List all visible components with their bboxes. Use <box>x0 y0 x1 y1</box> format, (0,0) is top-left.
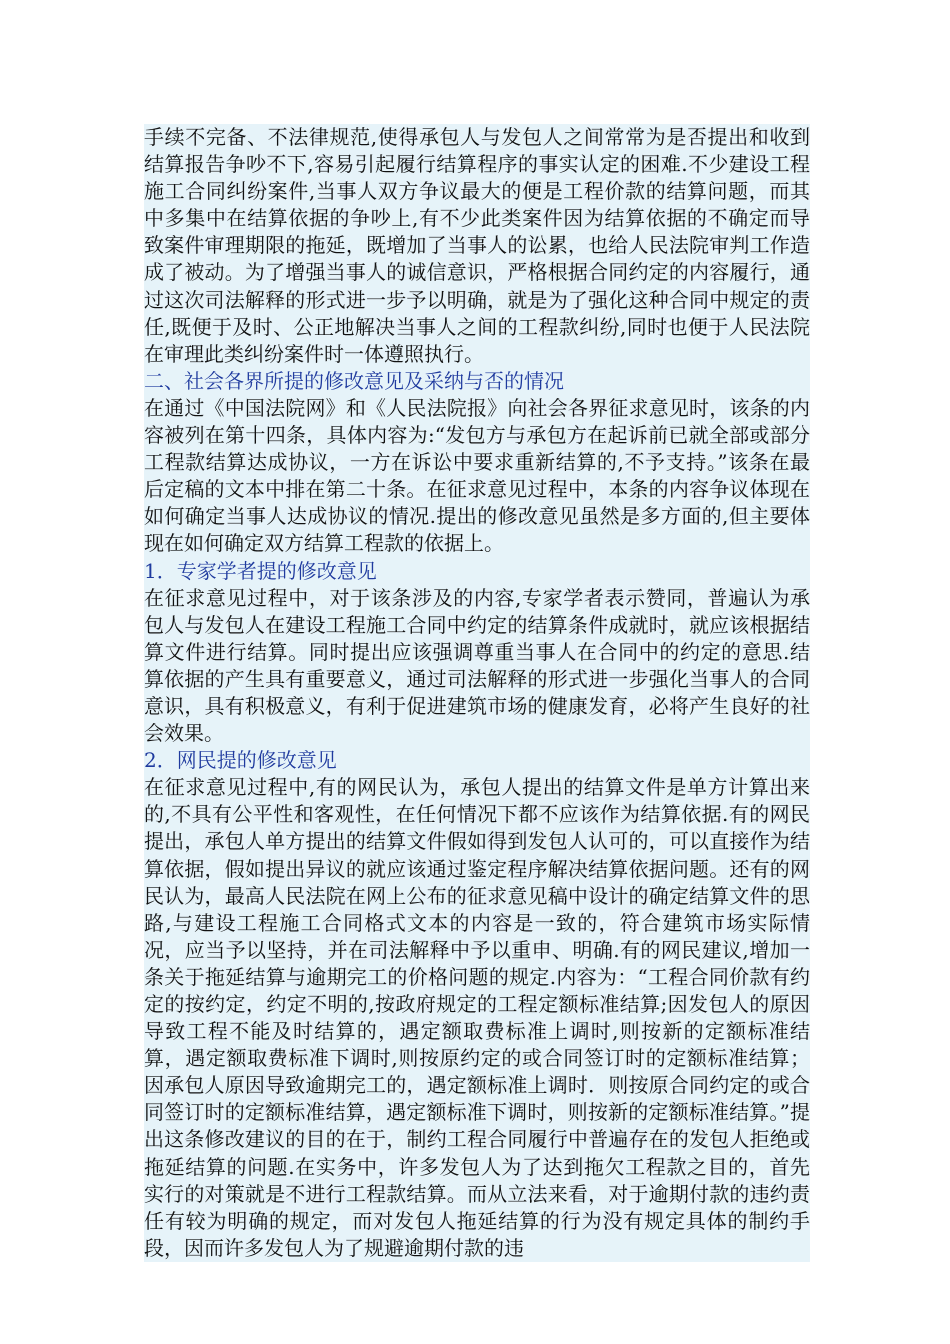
body-paragraph-2: 在通过《中国法院网》和《人民法院报》向社会各界征求意见时，该条的内容被列在第十四条，具体内容为:“发包方与承包方在起诉前已就全部或部分工程款结算达成协议，一方在诉讼中要求重新结算的,不予支持。”该条在最后定稿的文本中排在第二十条。在征求意见过程中，本条的内容争议体现在如何确定当事人达成协议的情况.提出的修改意见虽然是多方面的,但主要体现在如何确定双方结算工程款的依据上。 <box>144 395 810 556</box>
subsection-heading-2: 2．网民提的修改意见 <box>144 748 337 773</box>
body-paragraph-4: 在征求意见过程中,有的网民认为，承包人提出的结算文件是单方计算出来的,不具有公平性和客观性，在任何情况下都不应该作为结算依据.有的网民提出，承包人单方提出的结算文件假如得到发包人认可的，可以直接作为结算依据，假如提出异议的就应该通过鉴定程序解决结算依据问题。还有的网民认为，最高人民法院在网上公布的征求意见稿中设计的确定结算文件的思路,与建设工程施工合同格式文本的内容是一致的，符合建筑市场实际情况，应当予以坚持，并在司法解释中予以重申、明确.有的网民建议,增加一条关于拖延结算与逾期完工的价格问题的规定.内容为：“工程合同价款有约定的按约定，约定不明的,按政府规定的工程定额标准结算;因发包人的原因导致工程不能及时结算的，遇定额取费标准上调时,则按新的定额标准结算，遇定额取费标准下调时,则按原约定的或合同签订时的定额标准结算；因承包人原因导致逾期完工的，遇定额标准上调时．则按原合同约定的或合同签订时的定额标准结算，遇定额标准下调时，则按新的定额标准结算。”提出这条修改建议的目的在于，制约工程合同履行中普遍存在的发包人拒绝或拖延结算的问题.在实务中，许多发包人为了达到拖欠工程款之目的，首先实行的对策就是不进行工程款结算。而从立法来看，对于逾期付款的违约责任有较为明确的规定，而对发包人拖延结算的行为没有规定具体的制约手段，因而许多发包人为了规避逾期付款的违 <box>144 775 810 1260</box>
document-body <box>144 124 810 1262</box>
subsection-heading-1: 1．专家学者提的修改意见 <box>144 558 377 583</box>
body-paragraph-3: 在征求意见过程中，对于该条涉及的内容,专家学者表示赞同，普遍认为承包人与发包人在建设工程施工合同中约定的结算条件成就时，就应该根据结算文件进行结算。同时提出应该强调尊重当事人在合同中的约定的意思.结算依据的产生具有重要意义，通过司法解释的形式进一步强化当事人的合同意识，具有积极意义，有利于促进建筑市场的健康发育，必将产生良好的社会效果。 <box>144 585 810 746</box>
section-heading-2: 二、社会各界所提的修改意见及采纳与否的情况 <box>144 368 564 393</box>
body-paragraph-1: 手续不完备、不法律规范,使得承包人与发包人之间常常为是否提出和收到结算报告争吵不下,容易引起履行结算程序的事实认定的困难.不少建设工程施工合同纠纷案件,当事人双方争议最大的便是工程价款的结算问题，而其中多集中在结算依据的争吵上,有不少此类案件因为结算依据的不确定而导致案件审理期限的拖延，既增加了当事人的讼累，也给人民法院审判工作造成了被动。为了增强当事人的诚信意识，严格根据合同约定的内容履行，通过这次司法解释的形式进一步予以明确，就是为了强化这种合同中规定的责任,既便于及时、公正地解决当事人之间的工程款纠纷,同时也便于人民法院在审理此类纠纷案件时一体遵照执行。 <box>144 125 810 366</box>
